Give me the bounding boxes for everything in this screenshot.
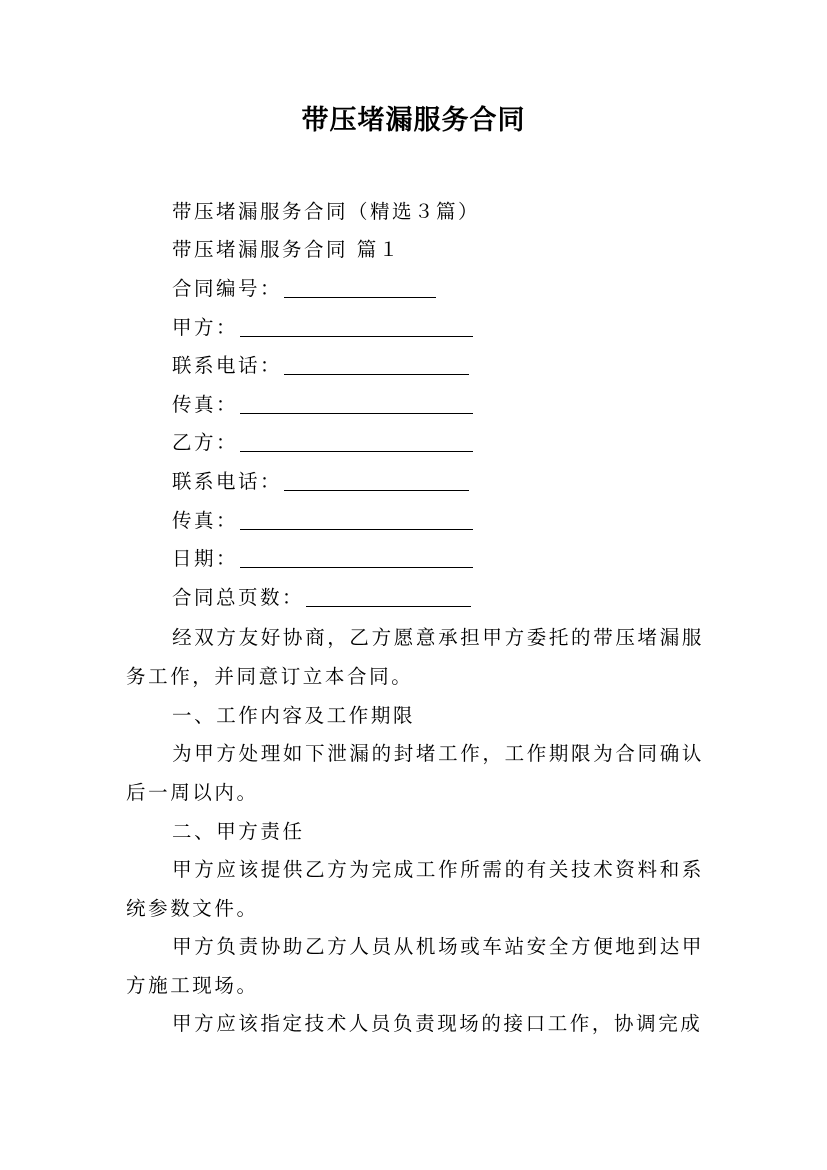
field-label: 日期：: [172, 547, 239, 570]
field-fax-a: [172, 391, 473, 419]
body-paragraph: 经双方友好协商，乙方愿意承担甲方委托的带压堵漏服务工作，并同意订立本合同。: [126, 626, 704, 688]
field-label: 联系电话：: [172, 470, 283, 493]
field-fax-b: [172, 507, 473, 535]
field-total-pages: [172, 584, 471, 612]
body-paragraph: 为甲方处理如下泄漏的封堵工作，工作期限为合同确认后一周以内。: [126, 742, 704, 804]
field-date: [172, 545, 473, 573]
body-paragraph: 甲方负责协助乙方人员从机场或车站安全方便地到达甲方施工现场。: [126, 935, 704, 997]
field-label: 合同编号：: [172, 277, 283, 300]
fill-in-blank: [240, 509, 473, 530]
field-party-b: [172, 429, 473, 457]
fill-in-blank: [240, 547, 473, 568]
fill-in-blank: [240, 316, 473, 337]
fill-in-blank: [240, 393, 473, 414]
field-contract-number: [172, 275, 436, 303]
fill-in-blank: [284, 277, 436, 298]
fill-in-blank: [284, 470, 469, 491]
section-heading: 二、甲方责任: [172, 820, 305, 843]
field-label: 传真：: [172, 393, 239, 416]
field-label: 传真：: [172, 509, 239, 532]
part-heading: 带压堵漏服务合同 篇１: [172, 238, 401, 261]
field-label: 联系电话：: [172, 354, 283, 377]
document-title: 带压堵漏服务合同: [301, 105, 526, 136]
field-phone-b: [172, 468, 469, 496]
fill-in-blank: [240, 431, 473, 452]
document-subtitle: 带压堵漏服务合同（精选３篇）: [172, 200, 481, 223]
field-label: 乙方：: [172, 431, 239, 454]
section-heading: 一、工作内容及工作期限: [172, 704, 416, 727]
fill-in-blank: [306, 586, 471, 607]
field-party-a: [172, 314, 473, 342]
field-label: 甲方：: [172, 316, 239, 339]
fill-in-blank: [284, 354, 469, 375]
field-label: 合同总页数：: [172, 586, 305, 609]
body-paragraph: 甲方应该提供乙方为完成工作所需的有关技术资料和系统参数文件。: [126, 858, 704, 920]
body-paragraph: 甲方应该指定技术人员负责现场的接口工作，协调完成: [172, 1012, 703, 1035]
field-phone-a: [172, 352, 469, 380]
